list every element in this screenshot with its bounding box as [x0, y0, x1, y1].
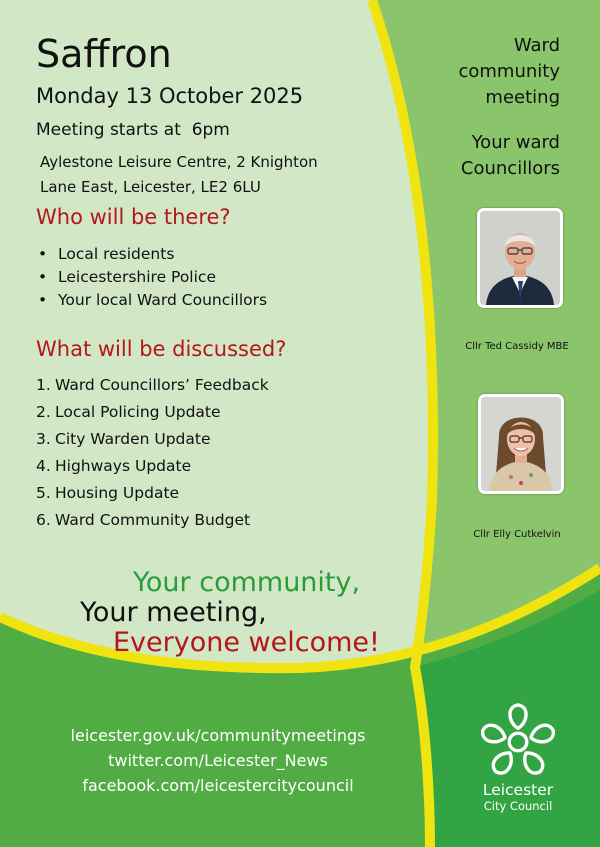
list-item: • Local residents: [36, 243, 267, 266]
twitter-link[interactable]: twitter.com/Leicester_News: [108, 751, 328, 770]
list-item: • Leicestershire Police: [36, 266, 267, 289]
agenda-number: 1.: [36, 376, 51, 394]
facebook-link[interactable]: facebook.com/leicestercitycouncil: [82, 776, 354, 795]
list-item: [36, 372, 269, 399]
list-item: [36, 399, 269, 426]
heading-line: Ward: [513, 35, 560, 56]
list-item: [36, 507, 269, 534]
list-item: [36, 453, 269, 480]
meeting-time: Meeting starts at 6pm: [36, 120, 230, 140]
agenda-number: 5.: [36, 484, 51, 502]
slogan-line-3: Everyone welcome!: [113, 627, 380, 658]
agenda-heading: What will be discussed?: [36, 337, 287, 361]
heading-line: community: [458, 61, 560, 82]
contact-links: [38, 723, 398, 798]
ward-meeting-heading: [458, 33, 560, 111]
heading-line: Your ward: [471, 132, 560, 153]
councillor-photo-man: [477, 208, 563, 308]
logo-text-city-council: City Council: [483, 799, 553, 813]
heading-line: Councillors: [460, 158, 560, 179]
agenda-number: 4.: [36, 457, 51, 475]
agenda-text: Ward Councillors’ Feedback: [55, 376, 269, 394]
councillor-name: Cllr Elly Cutkelvin: [473, 529, 561, 540]
agenda-text: Highways Update: [55, 457, 192, 475]
councillor-name: Cllr Ted Cassidy MBE: [465, 341, 569, 352]
agenda-text: Ward Community Budget: [55, 511, 251, 529]
heading-line: meeting: [485, 87, 560, 108]
councillor-photo-woman: [478, 394, 564, 494]
council-logo: [466, 700, 570, 813]
who-heading: Who will be there?: [36, 205, 231, 229]
list-item: [36, 426, 269, 453]
agenda-text: Housing Update: [55, 484, 180, 502]
councillors-heading: [461, 130, 560, 182]
ward-name-title: Saffron: [36, 32, 172, 76]
slogan-line-1: Your community,: [133, 567, 361, 598]
address-line: Aylestone Leisure Centre, 2 Knighton: [40, 153, 318, 171]
logo-text-leicester: Leicester: [482, 781, 554, 799]
meeting-date: Monday 13 October 2025: [36, 84, 304, 108]
website-link[interactable]: leicester.gov.uk/communitymeetings: [70, 726, 366, 745]
agenda-number: 6.: [36, 511, 51, 529]
agenda-text: City Warden Update: [55, 430, 211, 448]
meeting-address: [40, 150, 370, 200]
address-line: Lane East, Leicester, LE2 6LU: [40, 178, 261, 196]
leicester-flower-icon: [479, 700, 557, 780]
list-item: [36, 480, 269, 507]
agenda-text: Local Policing Update: [55, 403, 221, 421]
list-item: • Your local Ward Councillors: [36, 289, 267, 312]
attendee-list: [36, 243, 267, 312]
slogan-line-2: Your meeting,: [80, 597, 267, 628]
agenda-number: 2.: [36, 403, 51, 421]
agenda-number: 3.: [36, 430, 51, 448]
agenda-list: [36, 372, 269, 534]
